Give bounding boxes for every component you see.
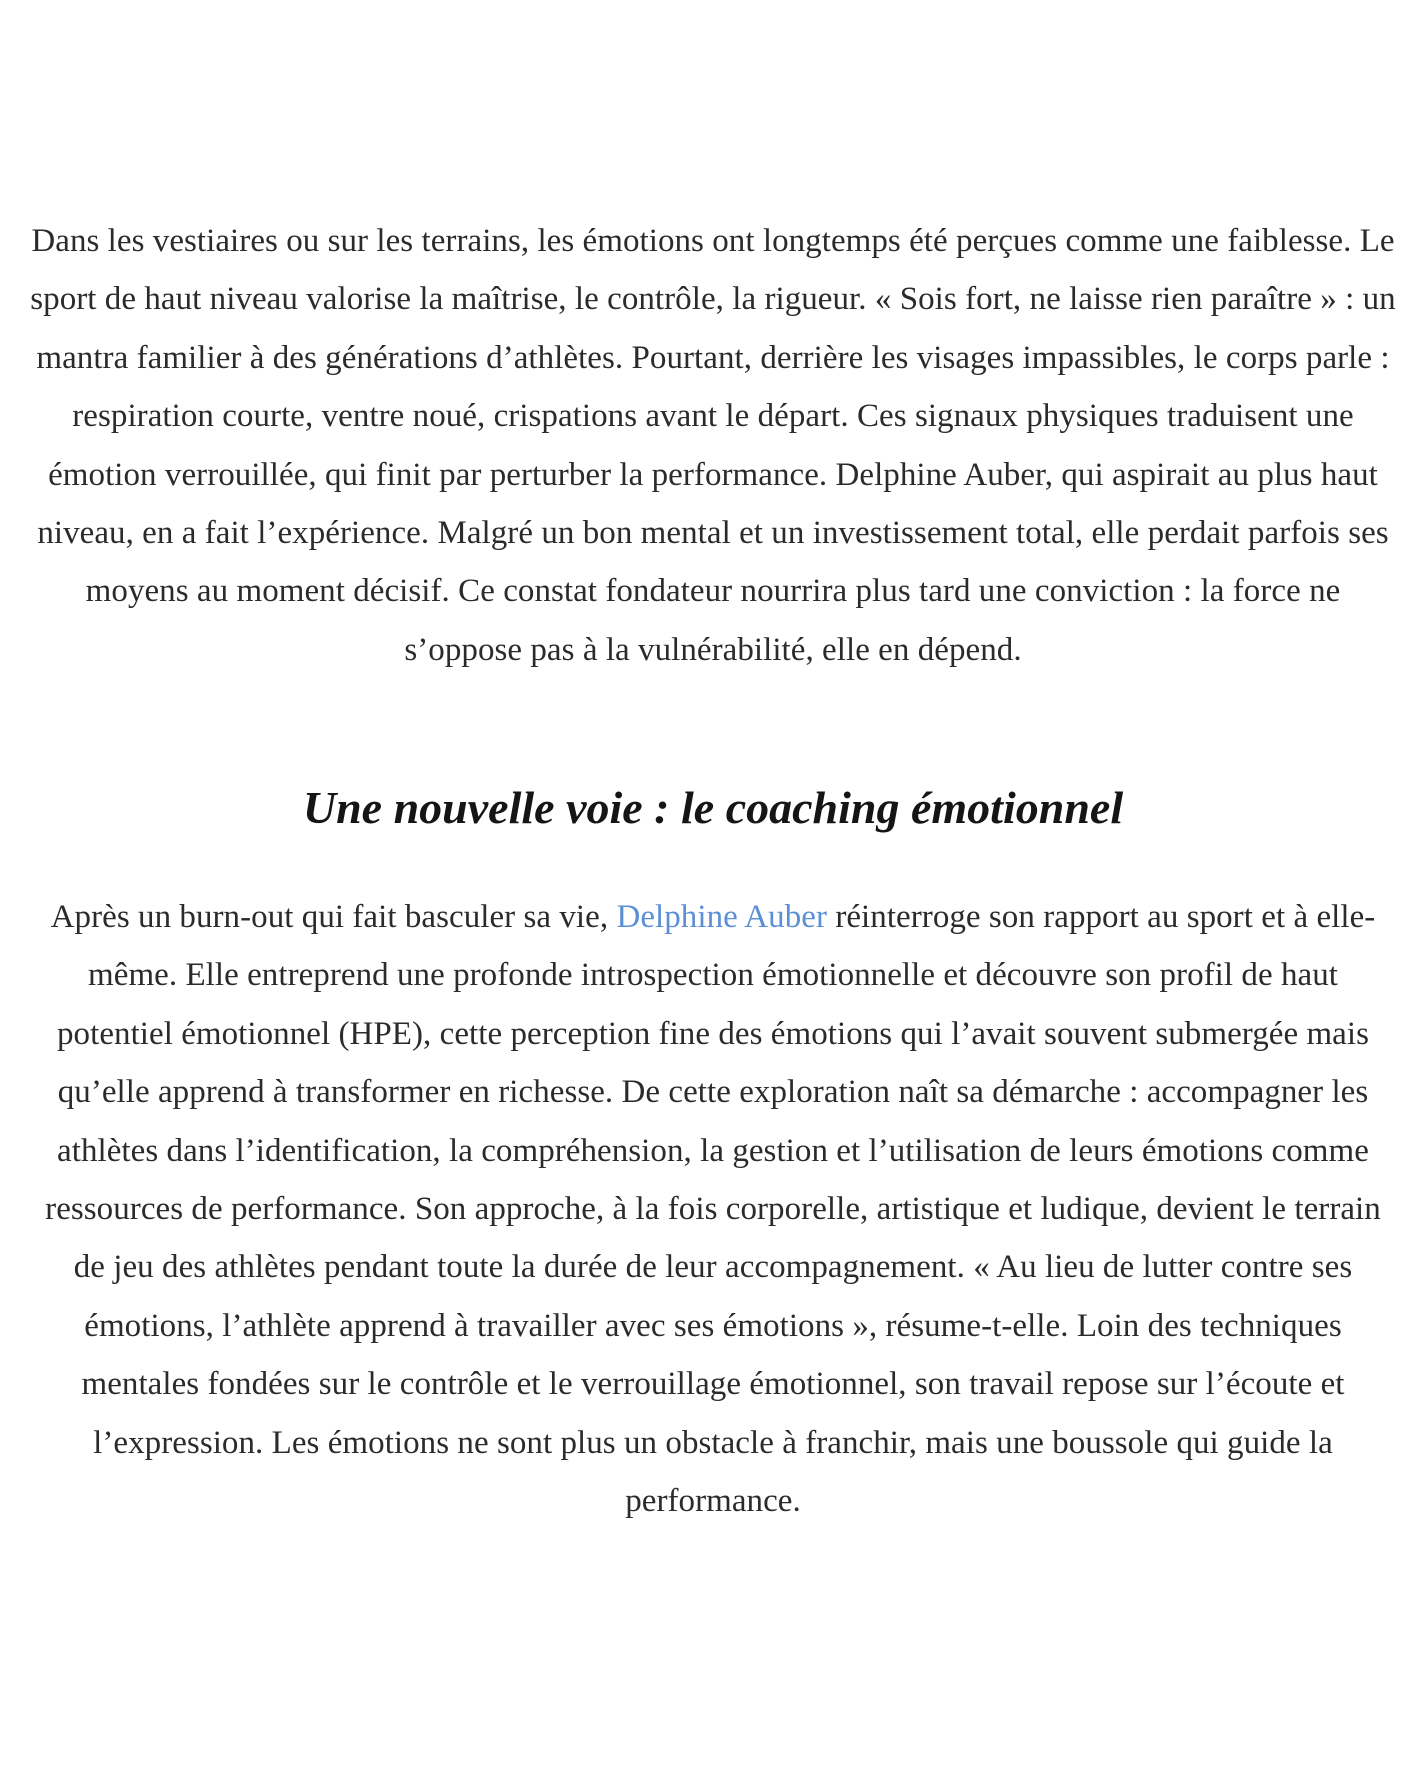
article-paragraph-intro: Dans les vestiaires ou sur les terrains, les émotions ont longtemps été perçues comme une faiblesse. Le sport de haut niveau valorise la maîtrise, le contrôle, la rigueur. « Sois fort, ne laisse rien paraître » : un mantra familier à des générations d’athlètes. Pourtant, derrière les visages impassibles, le corps parle : respiration courte, ventre noué, crispations avant le départ. Ces signaux physiques traduisent une émotion verrouillée, qui finit par perturber la performance. Delphine Auber, qui aspirait au plus haut niveau, en a fait l’expérience. Malgré un bon mental et un investissement total, elle perdait parfois ses moyens au moment décisif. Ce constat fondateur nourrira plus tard une conviction : la force ne s’oppose pas à la vulnérabilité, elle en dépend. bbox=[30, 223, 1396, 668]
paragraph-text-before-link: Après un burn-out qui fait basculer sa vie, bbox=[50, 899, 617, 935]
section-heading: Une nouvelle voie : le coaching émotionnel bbox=[302, 782, 1124, 833]
article-paragraph-coaching bbox=[26, 888, 1400, 1530]
delphine-auber-link[interactable]: Delphine Auber bbox=[616, 899, 828, 935]
paragraph-text-after-link: réinterroge son rapport au sport et à elle-même. Elle entreprend une profonde introspection émotionnelle et découvre son profil de haut potentiel émotionnel (HPE), cette perception fine des émotions qui l’avait souvent submergée mais qu’elle apprend à transformer en richesse. De cette exploration naît sa démarche : accompagner les athlètes dans l’identification, la compréhension, la gestion et l’utilisation de leurs émotions comme ressources de performance. Son approche, à la fois corporelle, artistique et ludique, devient le terrain de jeu des athlètes pendant toute la durée de leur accompagnement. « Au lieu de lutter contre ses émotions, l’athlète apprend à travailler avec ses émotions », résume-t-elle. Loin des techniques mentales fondées sur le contrôle et le verrouillage émotionnel, son travail repose sur l’écoute et l’expression. Les émotions ne sont plus un obstacle à franchir, mais une boussole qui guide la performance. bbox=[45, 899, 1381, 1520]
